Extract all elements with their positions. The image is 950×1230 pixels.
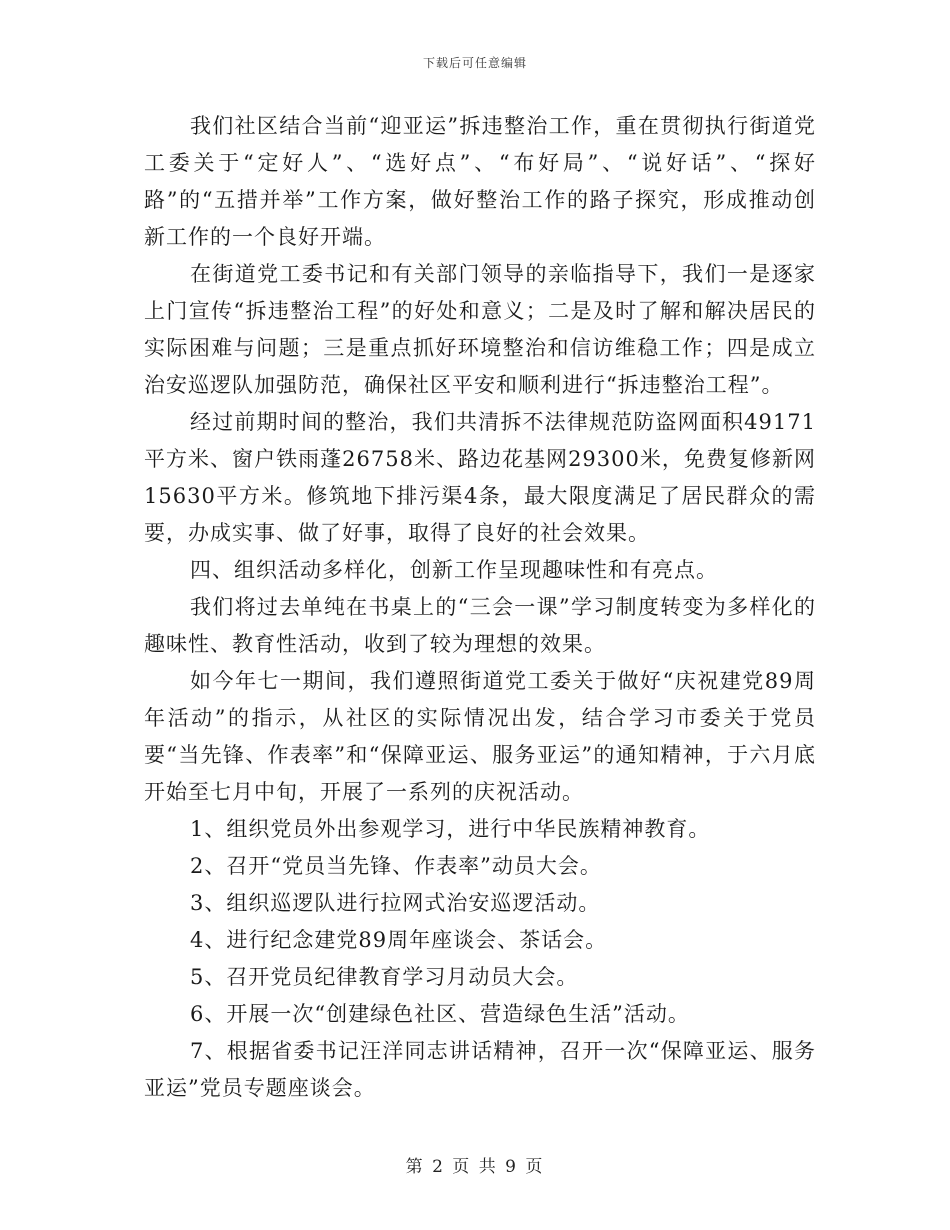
- list-item-2: 2、召开“党员当先锋、作表率”动员大会。: [190, 854, 602, 878]
- list-item-3: 3、组织巡逻队进行拉网式治安巡逻活动。: [190, 891, 601, 915]
- paragraph-3: 经过前期时间的整治，我们共清拆不法律规范防盗网面积49171平方米、窗户铁雨蓬26758米、路边花基网29300米，免费复修新网15630平方米。修筑地下排污渠4条，最大限度满足了居民群众的需要，办成实事、做了好事，取得了良好的社会效果。: [144, 410, 816, 545]
- page-number: 第 2 页 共 9 页: [405, 1157, 545, 1177]
- paragraph-2: 在街道党工委书记和有关部门领导的亲临指导下，我们一是逐家上门宣传“拆违整治工程”的好处和意义；二是及时了解和解决居民的实际困难与问题；三是重点抓好环境整治和信访维稳工作；四是成立治安巡逻队加强防范，确保社区平安和顺利进行“拆违整治工程”。: [144, 262, 816, 397]
- list-item-1: 1、组织党员外出参观学习，进行中华民族精神教育。: [190, 817, 711, 841]
- list-item-4: 4、进行纪念建党89周年座谈会、茶话会。: [190, 928, 608, 952]
- section-heading-4: 四、组织活动多样化，创新工作呈现趣味性和有亮点。: [190, 558, 718, 582]
- paragraph-6: 如今年七一期间，我们遵照街道党工委关于做好“庆祝建党89周年活动”的指示，从社区的实际情况出发，结合学习市委关于党员要“当先锋、作表率”和“保障亚运、服务亚运”的通知精神，于六月底开始至七月中旬，开展了一系列的庆祝活动。: [144, 669, 816, 804]
- document-body: [144, 108, 816, 1107]
- list-item-7: 7、根据省委书记汪洋同志讲话精神，召开一次“保障亚运、服务亚运”党员专题座谈会。: [144, 1039, 816, 1100]
- paragraph-1: 我们社区结合当前“迎亚运”拆违整治工作，重在贯彻执行街道党工委关于“定好人”、“选好点”、“布好局”、“说好话”、“探好路”的“五措并举”工作方案，做好整治工作的路子探究，形成推动创新工作的一个良好开端。: [144, 114, 816, 249]
- paragraph-5: 我们将过去单纯在书桌上的“三会一课”学习制度转变为多样化的趣味性、教育性活动，收到了较为理想的效果。: [144, 595, 816, 656]
- page-header-note: 下载后可任意编辑: [422, 56, 527, 70]
- list-item-5: 5、召开党员纪律教育学习月动员大会。: [190, 965, 579, 989]
- list-item-6: 6、开展一次“创建绿色社区、营造绿色生活”活动。: [190, 1002, 690, 1026]
